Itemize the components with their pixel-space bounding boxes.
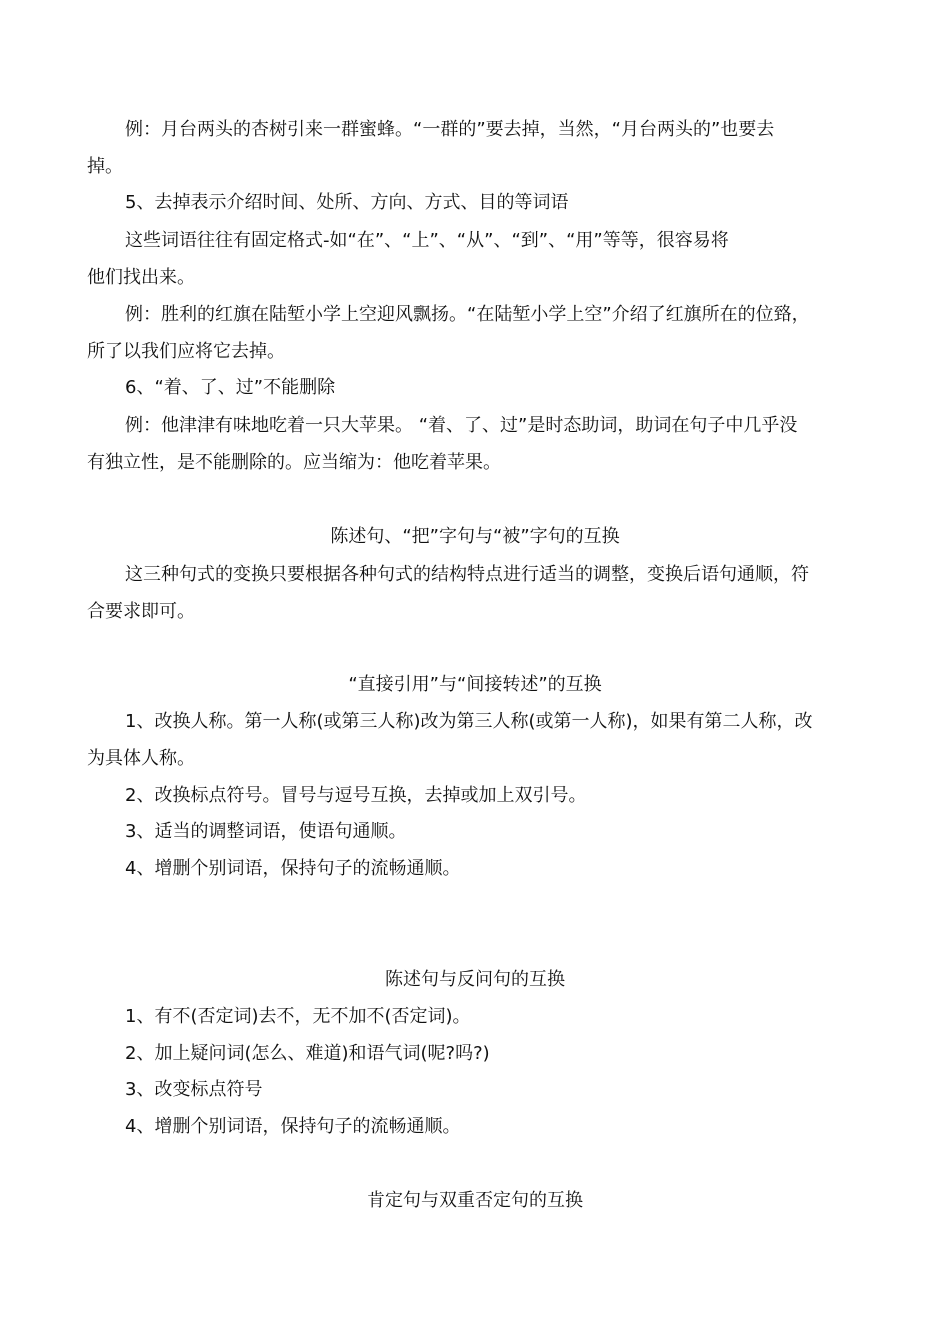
section-title: “直接引用”与“间接转述”的互换	[348, 674, 602, 695]
section-description: 合要求即可。	[87, 601, 195, 622]
rule-description: 这些词语往往有固定格式-如“在”、“上”、“从”、“到”、“用”等等，很容易将	[125, 230, 729, 251]
example-line: 例：他津津有味地吃着一只大苹果。 “着、了、过”是时态助词，助词在句子中几乎没	[125, 415, 798, 436]
list-item: 1、改换人称。第一人称(或第三人称)改为第三人称(或第一人称)，如果有第二人称，改	[125, 711, 813, 732]
list-item: 2、加上疑问词(怎么、难道)和语气词(呢?吗?)	[125, 1043, 490, 1064]
section-title: 陈述句与反问句的互换	[385, 969, 565, 990]
rule-description: 他们找出来。	[87, 267, 195, 288]
example-line: 掉。	[87, 156, 123, 177]
rule-heading: 6、“着、了、过”不能删除	[125, 377, 336, 398]
section-title: 陈述句、“把”字句与“被”字句的互换	[330, 526, 620, 547]
list-item: 2、改换标点符号。冒号与逗号互换，去掉或加上双引号。	[125, 785, 587, 806]
section-title: 肯定句与双重否定句的互换	[367, 1190, 583, 1211]
example-line: 所了以我们应将它去掉。	[87, 341, 285, 362]
list-item: 4、增删个别词语，保持句子的流畅通顺。	[125, 858, 461, 879]
list-item: 1、有不(否定词)去不，无不加不(否定词)。	[125, 1006, 471, 1027]
example-line: 有独立性，是不能删除的。应当缩为：他吃着苹果。	[87, 452, 501, 473]
example-line: 例：胜利的红旗在陆堑小学上空迎风飘扬。“在陆堑小学上空”介绍了红旗所在的位臵，	[125, 304, 810, 325]
list-item: 为具体人称。	[87, 748, 195, 769]
rule-heading: 5、去掉表示介绍时间、处所、方向、方式、目的等词语	[125, 192, 569, 213]
list-item: 3、适当的调整词语，使语句通顺。	[125, 821, 407, 842]
section-description: 这三种句式的变换只要根据各种句式的结构特点进行适当的调整，变换后语句通顺，符	[125, 564, 809, 585]
list-item: 4、增删个别词语，保持句子的流畅通顺。	[125, 1116, 461, 1137]
example-line: 例：月台两头的杏树引来一群蜜蜂。“一群的”要去掉，当然，“月台两头的”也要去	[125, 119, 775, 140]
list-item: 3、改变标点符号	[125, 1079, 263, 1100]
